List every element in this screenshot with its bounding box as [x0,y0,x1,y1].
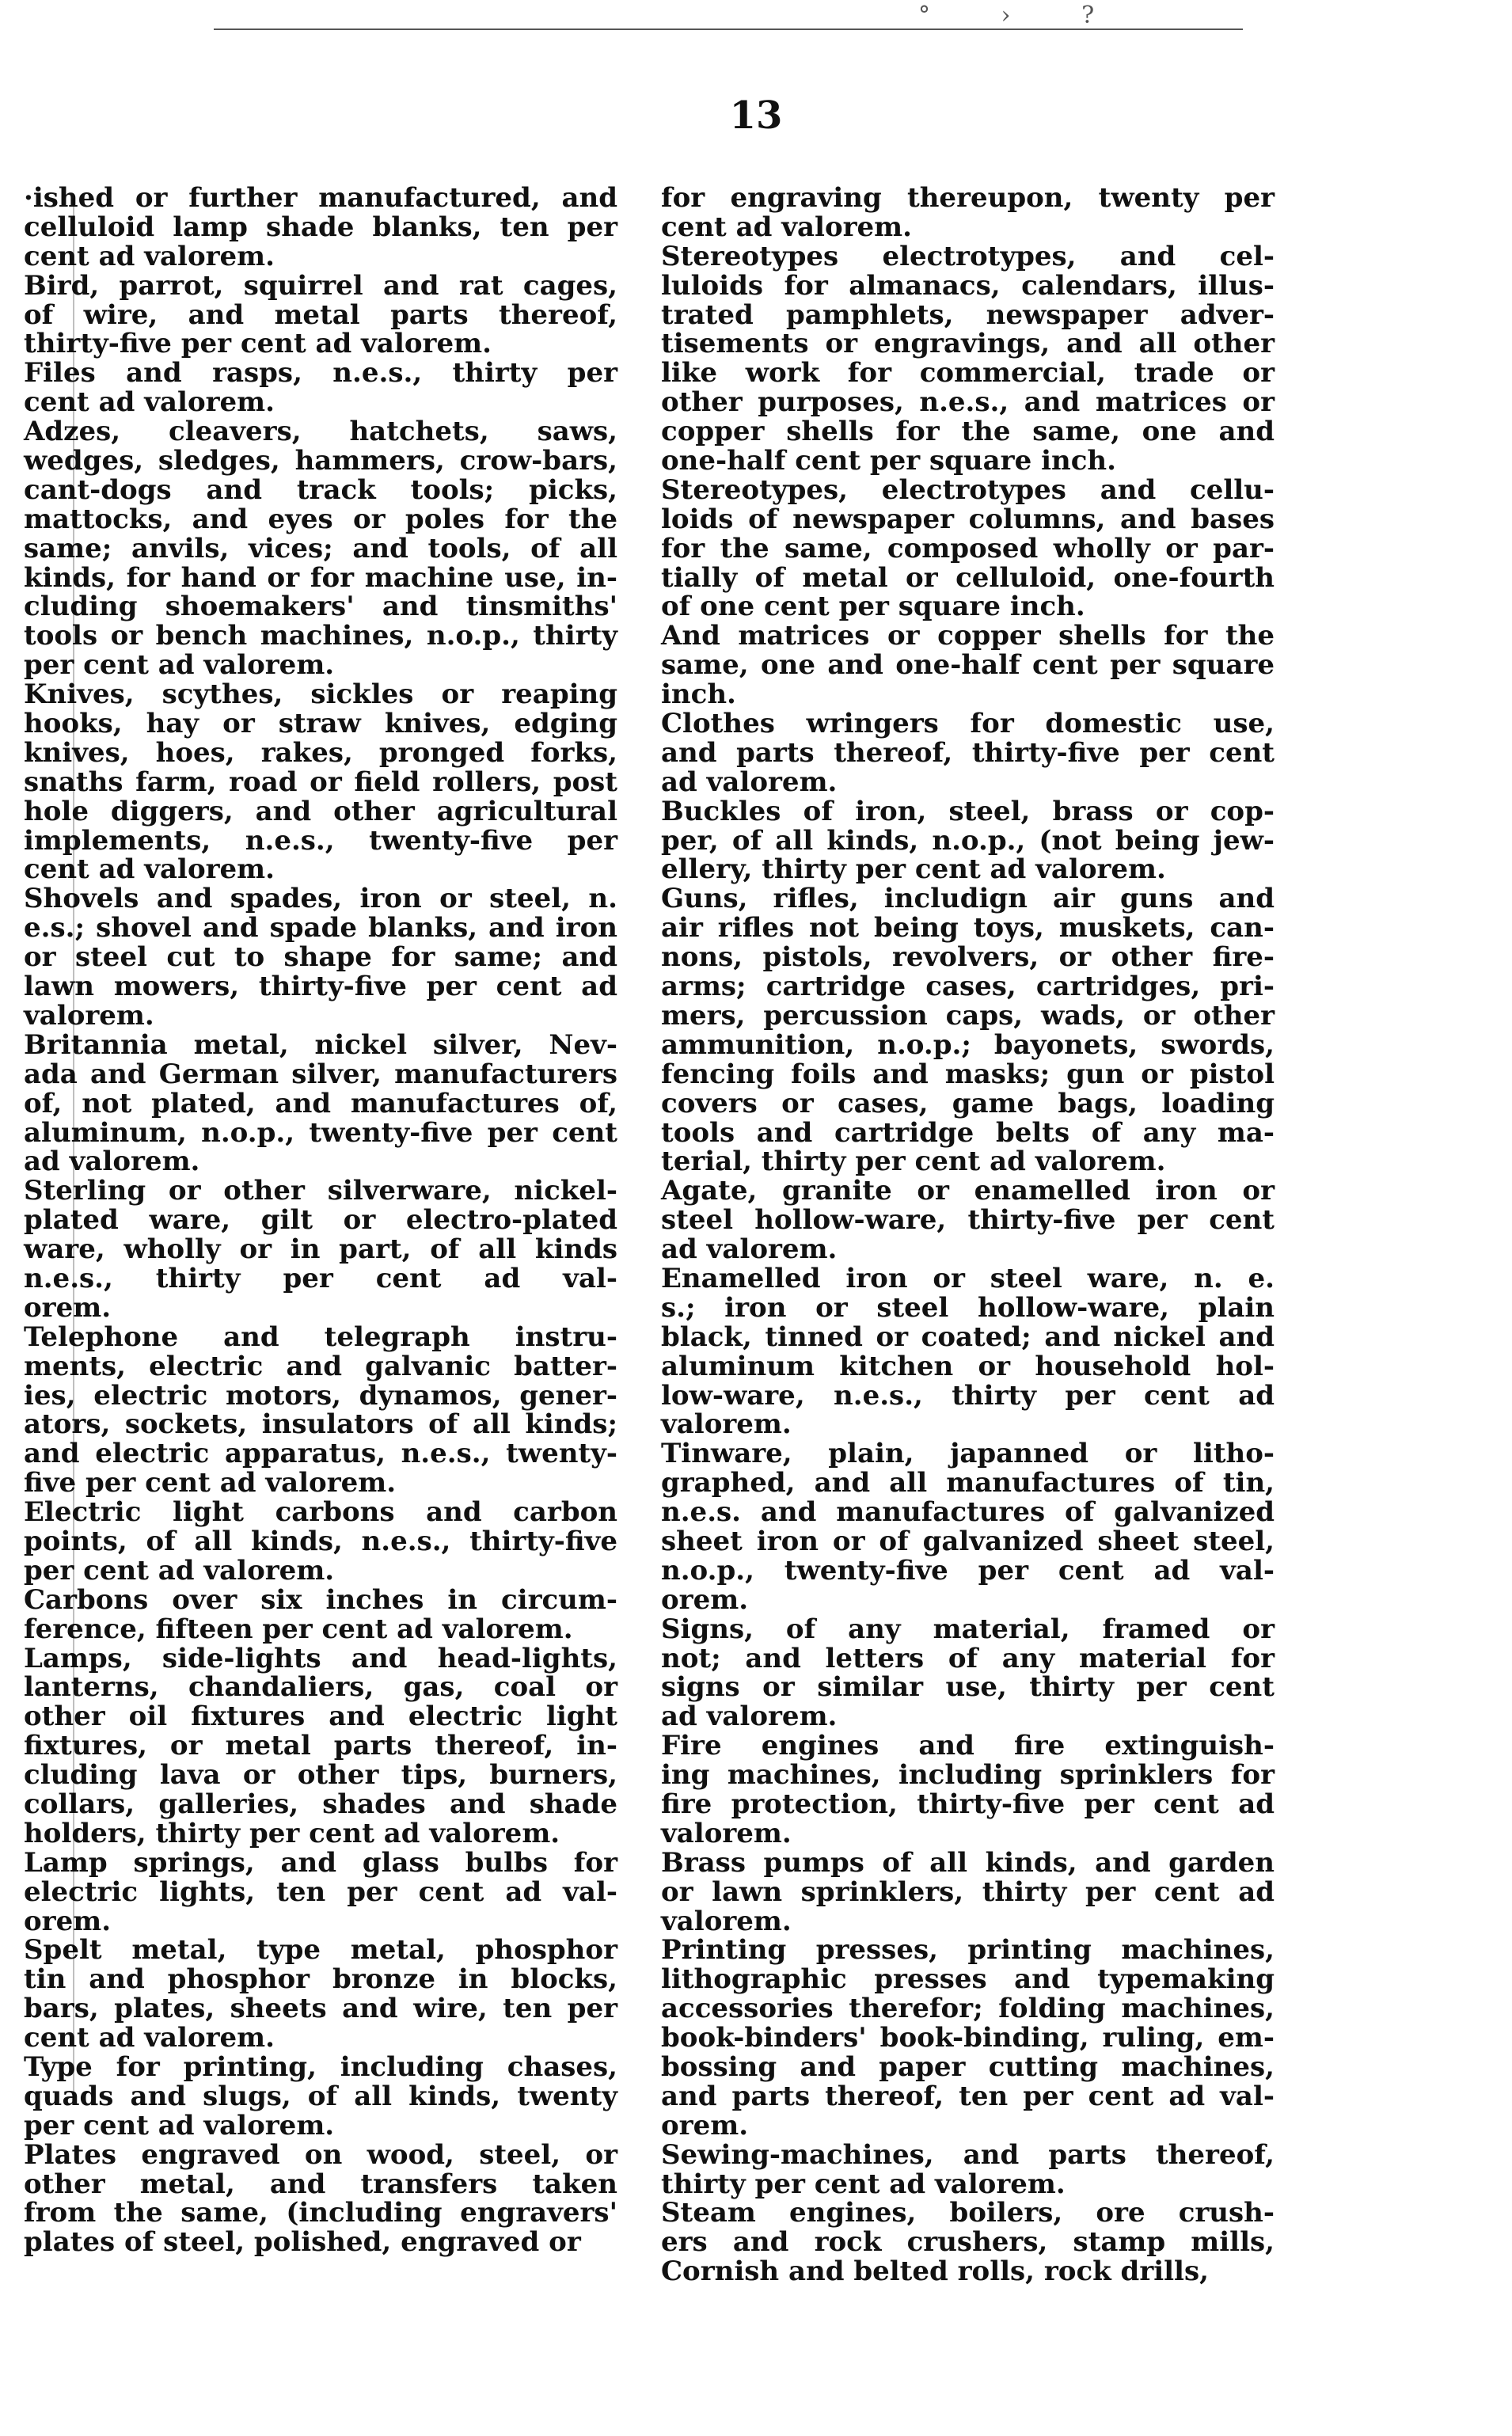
right-column-text-line: tisements or engravings, and all other [661,328,1275,360]
right-column-paragraph [661,1731,1275,1849]
left-column-text-line: other oil fixtures and electric light [24,1701,617,1733]
left-column-text-line: other metal, and transfers taken [24,2168,617,2200]
left-column-text-line: holders, thirty per cent ad valorem. [24,1817,560,1849]
left-column-text-line: lanterns, chandaliers, gas, coal or [24,1671,617,1704]
left-column-paragraph [24,680,617,884]
left-column-paragraph [24,269,617,360]
left-column-paragraph [24,2138,617,2259]
right-column-text-line: Buckles of iron, steel, brass or cop- [661,795,1275,827]
left-column-text-line: cent ad valorem. [24,240,275,272]
left-column-text-line: thirty-five per cent ad valorem. [24,328,492,360]
right-column-text-line: cent ad valorem. [661,211,912,243]
left-column-text-line: electric lights, ten per cent ad val- [24,1875,617,1908]
right-column-text-line: or lawn sprinklers, thirty per cent ad [661,1875,1275,1908]
left-column-text-line: cent ad valorem. [24,2022,275,2054]
left-column-text-line: cluding shoemakers' and tinsmiths' [24,591,617,623]
left-column-paragraph [24,884,617,1030]
right-column-paragraph [661,884,1275,1176]
left-column-text-line: cluding lava or other tips, burners, [24,1759,617,1792]
right-column-paragraph [661,1846,1275,1937]
left-column-text-line: knives, hoes, rakes, pronged forks, [24,736,617,769]
right-column-text-line: Brass pumps of all kinds, and garden [661,1846,1275,1879]
right-column-paragraph [661,242,1275,476]
left-column-text-line: Britannia metal, nickel silver, Nev- [24,1028,617,1061]
right-column-text-line: orem. [661,1583,749,1616]
right-column-paragraph [661,1936,1275,2140]
left-column-text-line: hole diggers, and other agricultural [24,795,617,827]
left-column-text-line: cant-dogs and track tools; picks, [24,473,617,506]
left-column-text-line: per cent ad valorem. [24,649,335,682]
right-column-text-line: trated pamphlets, newspaper adver- [661,298,1275,331]
left-column-text-line: Shovels and spades, iron or steel, n. [24,883,617,915]
left-column-text-line: Plates engraved on wood, steel, or [24,2138,617,2171]
right-column-text-line: Cornish and belted rolls, rock drills, [661,2255,1209,2288]
left-column-text-line: ·ished or further manufactured, and [24,182,617,214]
right-column-text-line: nons, pistols, revolvers, or other fire- [661,941,1275,974]
left-column-text-line: orem. [24,1291,112,1324]
right-column-text-line: other purposes, n.e.s., and matrices or [661,386,1275,419]
left-column-paragraph [24,1936,617,2053]
left-column-text-line: lawn mowers, thirty-five per cent ad [24,971,617,1003]
right-column [661,184,1275,2286]
right-column-text-line: thirty per cent ad valorem. [661,2168,1066,2200]
right-column-text-line: fencing foils and masks; gun or pistol [661,1058,1275,1090]
left-column-text-line: ada and German silver, manufacturers [24,1058,617,1090]
left-column-text-line: fixtures, or metal parts thereof, in- [24,1730,617,1762]
right-column-text-line: n.o.p., twenty-five per cent ad val- [661,1554,1275,1587]
left-column-text-line: five per cent ad valorem. [24,1467,397,1499]
left-column-text-line: per cent ad valorem. [24,1554,335,1587]
left-column-paragraph [24,1644,617,1849]
left-column-text-line: quads and slugs, of all kinds, twenty [24,2080,617,2112]
right-column-text-line: sheet iron or of galvanized sheet steel, [661,1525,1275,1557]
right-column-text-line: Signs, of any material, framed or [661,1613,1275,1645]
torn-margin-shadow [73,198,74,2098]
left-column-text-line: collars, galleries, shades and shade [24,1788,617,1820]
right-column-text-line: graphed, and all manufactures of tin, [661,1467,1275,1499]
left-column-text-line: hooks, hay or straw knives, edging [24,708,617,740]
right-column-text-line: Tinware, plain, japanned or litho- [661,1438,1275,1470]
left-column-text-line: wedges, sledges, hammers, crow-bars, [24,445,617,477]
left-column-text-line: same; anvils, vices; and tools, of all [24,532,617,564]
left-column-paragraph [24,1028,617,1178]
left-column-paragraph [24,1846,617,1937]
right-column-text-line: valorem. [661,1408,792,1441]
left-column-paragraph [24,1583,617,1645]
right-column-text-line: Stereotypes electrotypes, and cel- [661,240,1275,272]
right-column-text-line: not; and letters of any material for [661,1642,1275,1674]
left-column-text-line: Bird, parrot, squirrel and rat cages, [24,269,617,302]
left-column-text-line: Adzes, cleavers, hatchets, saws, [24,416,617,448]
right-column-text-line: Sewing-machines, and parts thereof, [661,2138,1275,2171]
right-column-text-line: tools and cartridge belts of any ma- [661,1116,1275,1149]
left-column [24,184,617,2257]
right-column-paragraph [661,1176,1275,1264]
right-column-text-line: Stereotypes, electrotypes and cellu- [661,473,1275,506]
right-column-text-line: and parts thereof, ten per cent ad val- [661,2080,1275,2112]
right-column-text-line: for engraving thereupon, twenty per [661,182,1275,214]
left-column-paragraph [24,1498,617,1586]
left-column-paragraph [24,359,617,417]
right-column-text-line: ad valorem. [661,1233,838,1266]
right-column-text-line: Agate, granite or enamelled iron or [661,1175,1275,1207]
left-column-text-line: Type for printing, including chases, [24,2051,617,2083]
left-column-paragraph [24,2053,617,2141]
right-column-text-line: accessories therefor; folding machines, [661,1993,1275,2025]
right-column-text-line: for the same, composed wholly or par- [661,532,1275,564]
left-column-text-line: valorem. [24,999,154,1032]
left-column-text-line: Electric light carbons and carbon [24,1496,617,1529]
left-column-text-line: ators, sockets, insulators of all kinds; [24,1408,617,1441]
left-column-text-line: orem. [24,1905,112,1937]
right-column-text-line: one-half cent per square inch. [661,445,1116,477]
right-column-text-line: And matrices or copper shells for the [661,620,1275,652]
left-column-text-line: ad valorem. [24,1146,200,1178]
right-column-text-line: signs or similar use, thirty per cent [661,1671,1275,1704]
right-column-paragraph [661,797,1275,885]
right-column-text-line: air rifles not being toys, muskets, can- [661,912,1275,944]
right-column-paragraph [661,473,1275,623]
right-column-text-line: book-binders' book-binding, ruling, em- [661,2022,1275,2054]
left-column-text-line: kinds, for hand or for machine use, in- [24,561,617,594]
left-column-paragraph [24,417,617,680]
right-column-text-line: low-ware, n.e.s., thirty per cent ad [661,1379,1275,1412]
left-column-text-line: tools or bench machines, n.o.p., thirty [24,620,617,652]
right-column-text-line: ad valorem. [661,1701,838,1733]
left-column-text-line: ments, electric and galvanic batter- [24,1350,617,1382]
left-column-text-line: n.e.s., thirty per cent ad val- [24,1262,617,1294]
right-column-text-line: fire protection, thirty-five per cent ad [661,1788,1275,1820]
right-column-text-line: tially of metal or celluloid, one-fourth [661,561,1275,594]
right-column-text-line: mers, percussion caps, wads, or other [661,999,1275,1032]
right-column-text-line: per, of all kinds, n.o.p., (not being jew- [661,824,1275,857]
left-column-text-line: plated ware, gilt or electro-plated [24,1204,617,1237]
right-column-text-line: Fire engines and fire extinguish- [661,1730,1275,1762]
left-column-text-line: and electric apparatus, n.e.s., twenty- [24,1438,617,1470]
right-column-text-line: and parts thereof, thirty-five per cent [661,736,1275,769]
right-column-text-line: valorem. [661,1905,792,1937]
left-column-text-line: implements, n.e.s., twenty-five per [24,824,617,857]
right-column-text-line: copper shells for the same, one and [661,416,1275,448]
left-column-text-line: cent ad valorem. [24,386,275,419]
right-column-paragraph [661,184,1275,242]
right-column-paragraph [661,2198,1275,2286]
right-column-paragraph [661,2138,1275,2200]
right-column-text-line: n.e.s. and manufactures of galvanized [661,1496,1275,1529]
left-column-text-line: of wire, and metal parts thereof, [24,298,617,331]
right-column-text-line: black, tinned or coated; and nickel and [661,1321,1275,1353]
left-column-text-line: bars, plates, sheets and wire, ten per [24,1993,617,2025]
right-column-text-line: ellery, thirty per cent ad valorem. [661,853,1166,886]
left-column-text-line: Spelt metal, type metal, phosphor [24,1934,617,1967]
right-column-text-line: Printing presses, printing machines, [661,1934,1275,1967]
left-column-text-line: aluminum, n.o.p., twenty-five per cent [24,1116,617,1149]
left-column-text-line: Telephone and telegraph instru- [24,1321,617,1353]
left-column-paragraph [24,184,617,272]
header-marks: ° › ? [918,2,1126,29]
left-column-text-line: celluloid lamp shade blanks, ten per [24,211,617,243]
left-column-text-line: ware, wholly or in part, of all kinds [24,1233,617,1266]
left-column-text-line: Sterling or other silverware, nickel- [24,1175,617,1207]
left-column-text-line: Lamps, side-lights and head-lights, [24,1642,617,1674]
left-column-paragraph [24,1176,617,1322]
left-column-text-line: from the same, (including engravers' [24,2197,617,2229]
right-column-text-line: luloids for almanacs, calendars, illus- [661,269,1275,302]
left-column-text-line: Files and rasps, n.e.s., thirty per [24,357,617,390]
right-column-text-line: Clothes wringers for domestic use, [661,708,1275,740]
left-column-text-line: mattocks, and eyes or poles for the [24,503,617,535]
left-column-text-line: or steel cut to shape for same; and [24,941,617,974]
right-column-text-line: valorem. [661,1817,792,1849]
left-column-paragraph [24,1323,617,1498]
right-column-text-line: of one cent per square inch. [661,591,1085,623]
right-column-paragraph [661,621,1275,709]
left-column-text-line: Carbons over six inches in circum- [24,1583,617,1616]
left-column-text-line: tin and phosphor bronze in blocks, [24,1963,617,1996]
right-column-text-line: ing machines, including sprinklers for [661,1759,1275,1792]
right-column-text-line: ad valorem. [661,766,838,798]
right-column-paragraph [661,1264,1275,1439]
right-column-text-line: bossing and paper cutting machines, [661,2051,1275,2083]
left-column-text-line: plates of steel, polished, engraved or [24,2226,581,2259]
page-number: 13 [729,93,783,138]
right-column-text-line: loids of newspaper columns, and bases [661,503,1275,535]
right-column-text-line: inch. [661,678,736,711]
right-column-text-line: terial, thirty per cent ad valorem. [661,1146,1166,1178]
left-column-text-line: of, not plated, and manufactures of, [24,1087,617,1119]
right-column-text-line: aluminum kitchen or household hol- [661,1350,1275,1382]
left-column-text-line: snaths farm, road or field rollers, post [24,766,617,798]
left-column-text-line: e.s.; shovel and spade blanks, and iron [24,912,617,944]
right-column-text-line: same, one and one-half cent per square [661,649,1275,682]
right-column-paragraph [661,1439,1275,1614]
right-column-text-line: s.; iron or steel hollow-ware, plain [661,1291,1275,1324]
right-column-text-line: orem. [661,2109,749,2141]
right-column-text-line: covers or cases, game bags, loading [661,1087,1275,1119]
right-column-text-line: steel hollow-ware, thirty-five per cent [661,1204,1275,1237]
left-column-text-line: Knives, scythes, sickles or reaping [24,678,617,711]
left-column-text-line: cent ad valorem. [24,853,275,886]
right-column-text-line: Steam engines, boilers, ore crush- [661,2197,1275,2229]
left-column-text-line: ies, electric motors, dynamos, gener- [24,1379,617,1412]
right-column-text-line: ers and rock crushers, stamp mills, [661,2226,1275,2259]
right-column-text-line: like work for commercial, trade or [661,357,1275,390]
left-column-text-line: Lamp springs, and glass bulbs for [24,1846,617,1879]
left-column-text-line: per cent ad valorem. [24,2109,335,2141]
left-column-text-line: points, of all kinds, n.e.s., thirty-five [24,1525,617,1557]
right-column-text-line: arms; cartridge cases, cartridges, pri- [661,971,1275,1003]
right-column-text-line: Guns, rifles, includign air guns and [661,883,1275,915]
left-column-text-line: ference, fifteen per cent ad valorem. [24,1613,573,1645]
right-column-paragraph [661,1615,1275,1732]
right-column-text-line: lithographic presses and typemaking [661,1963,1275,1996]
right-column-text-line: Enamelled iron or steel ware, n. e. [661,1262,1275,1294]
right-column-text-line: ammunition, n.o.p.; bayonets, swords, [661,1028,1275,1061]
right-column-paragraph [661,709,1275,797]
